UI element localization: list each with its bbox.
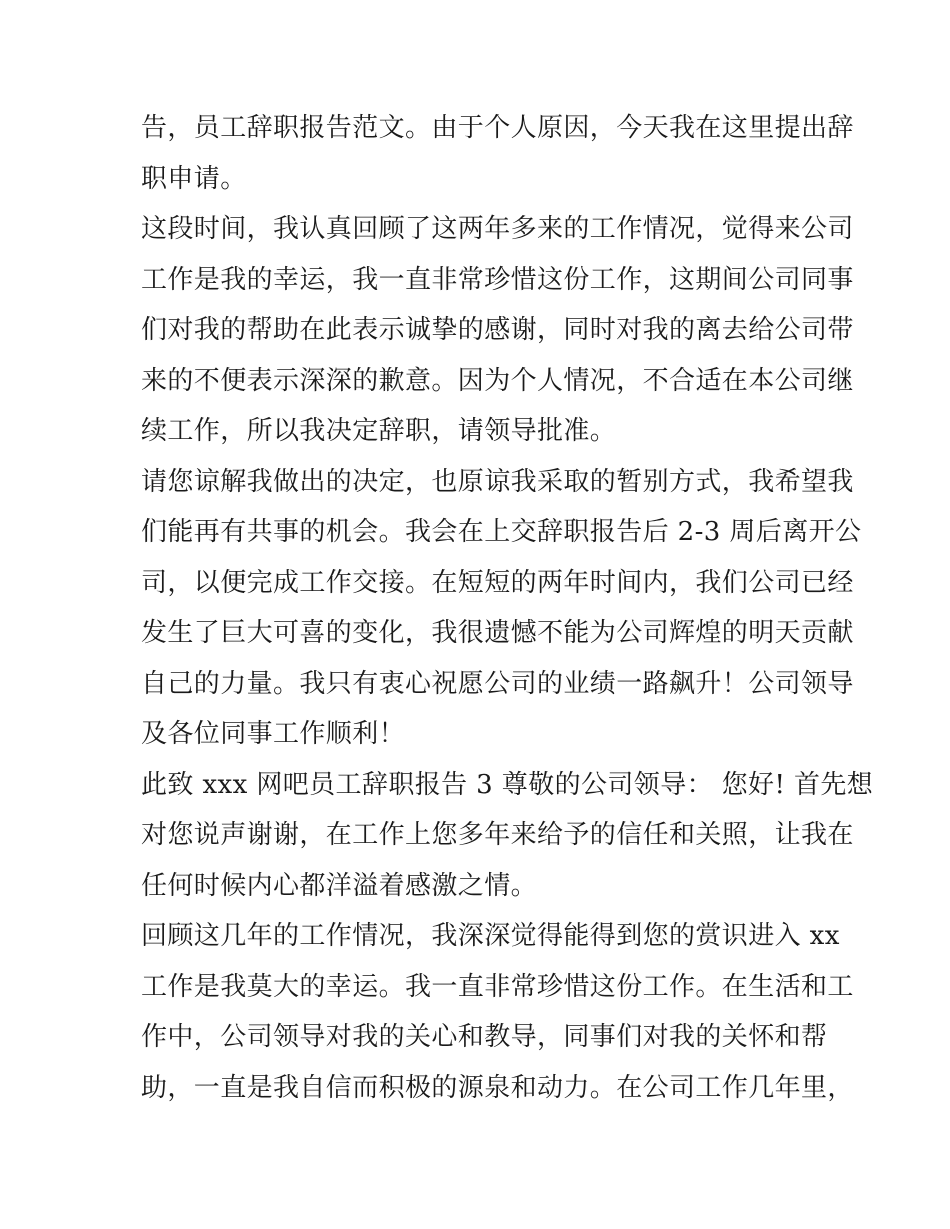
- text-line: 工作是我莫大的幸运。我一直非常珍惜这份工作。在生活和工: [141, 971, 854, 1002]
- text-line: 作中，公司领导对我的关心和教导，同事们对我的关怀和帮: [141, 1022, 828, 1052]
- text-line: 们能再有共事的机会。我会在上交辞职报告后 2-3 周后离开公: [141, 517, 862, 547]
- text-line: 告，员工辞职报告范文。由于个人原因，今天我在这里提出辞: [141, 113, 854, 143]
- text-line: 工作是我的幸运，我一直非常珍惜这份工作，这期间公司同事: [141, 264, 854, 295]
- text-line: 请您谅解我做出的决定，也原谅我采取的暂别方式，我希望我: [141, 466, 854, 497]
- text-line: 回顾这几年的工作情况，我深深觉得能得到您的赏识进入 xx: [141, 921, 840, 951]
- text-line: 发生了巨大可喜的变化，我很遗憾不能为公司辉煌的明天贡献: [141, 618, 854, 648]
- text-line: 职申请。: [141, 163, 247, 194]
- text-line: 此致 xxx 网吧员工辞职报告 3 尊敬的公司领导： 您好! 首先想: [141, 769, 874, 800]
- text-line: 任何时候内心都洋溢着感激之情。: [141, 870, 538, 901]
- text-line: 对您说声谢谢，在工作上您多年来给予的信任和关照，让我在: [141, 820, 854, 850]
- text-line: 们对我的帮助在此表示诚挚的感谢，同时对我的离去给公司带: [141, 315, 854, 345]
- text-line: 来的不便表示深深的歉意。因为个人情况，不合适在本公司继: [141, 365, 854, 396]
- text-line: 及各位同事工作顺利！: [141, 719, 406, 749]
- document-body: [141, 103, 874, 1113]
- text-line: 续工作，所以我决定辞职，请领导批准。: [141, 416, 617, 446]
- text-line: 自己的力量。我只有衷心祝愿公司的业绩一路飙升！公司领导: [141, 668, 854, 699]
- text-line: 司，以便完成工作交接。在短短的两年时间内，我们公司已经: [141, 567, 854, 598]
- text-line: 这段时间，我认真回顾了这两年多来的工作情况，觉得来公司: [141, 214, 854, 244]
- text-line: 助，一直是我自信而积极的源泉和动力。在公司工作几年里，: [141, 1072, 854, 1103]
